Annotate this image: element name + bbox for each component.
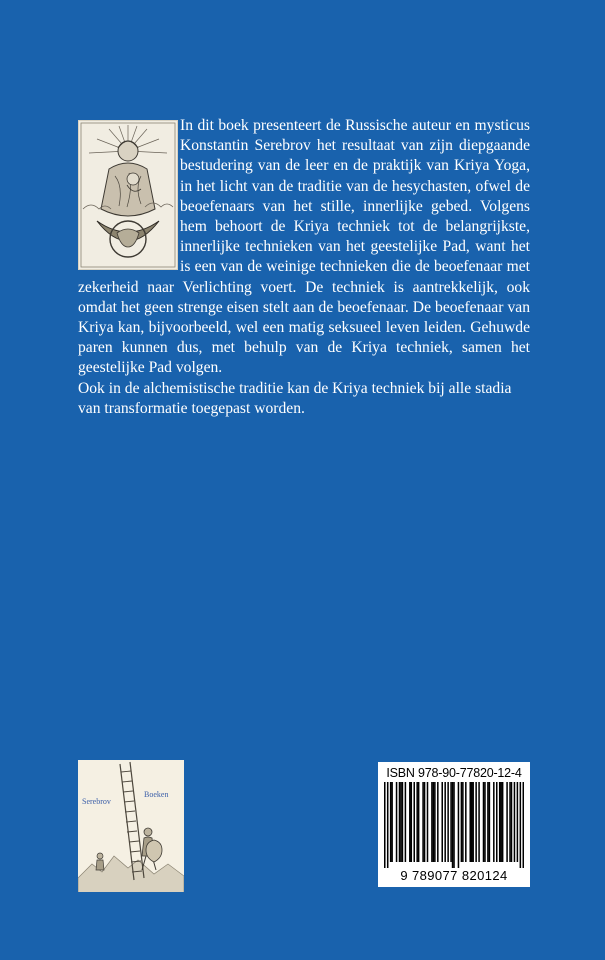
barcode-bar bbox=[427, 782, 429, 862]
barcode-bar bbox=[483, 782, 485, 862]
barcode-bar bbox=[478, 782, 480, 862]
barcode-bars bbox=[384, 782, 524, 868]
barcode-bar bbox=[489, 782, 491, 862]
barcode-bar bbox=[520, 782, 522, 868]
barcode-bar bbox=[469, 782, 471, 862]
barcode-digits: 9 789077 820124 bbox=[400, 868, 508, 883]
barcode-bar bbox=[402, 782, 404, 862]
barcode-bar bbox=[502, 782, 504, 862]
barcode-bar bbox=[450, 782, 452, 862]
barcode-bar bbox=[506, 782, 508, 862]
barcode-bar bbox=[418, 782, 420, 862]
barcode-bar bbox=[458, 782, 460, 868]
barcode-bar bbox=[400, 782, 402, 862]
barcode-bar bbox=[416, 782, 418, 862]
barcode-bar bbox=[441, 782, 443, 862]
barcode-bar bbox=[433, 782, 435, 862]
barcode-bar bbox=[409, 782, 411, 862]
blurb-paragraph-2: Ook in de alchemistische traditie kan de Kriya techniek bij alle stadia van transformatie toegepast worden. bbox=[78, 379, 512, 417]
barcode-bar bbox=[499, 782, 501, 862]
barcode-bar bbox=[493, 782, 495, 862]
barcode-bar bbox=[509, 782, 511, 862]
barcode-bar bbox=[511, 782, 513, 862]
barcode-bar bbox=[452, 782, 454, 868]
barcode-bar bbox=[422, 782, 424, 862]
publisher-logo-word-left: Serebrov bbox=[82, 797, 111, 806]
blurb-paragraph-1: In dit boek presenteert de Russische auteur en mysticus Konstantin Serebrov het resultaat van zijn diepgaande bestudering van de leer en de praktijk van Kriya Yoga, in het licht van de traditie van de hesychasten, ofwel de beoefenaars van het stille, innerlijke gebed. Volgens hem behoort de Kriya techniek tot de belangrijkste, innerlijke technieken van het geestelijke Pad, want het is een van de weinige technieken die de beoefenaar met zekerheid naar Verlichting voert. De techniek is aantrekkelijk, ook omdat het geen strenge eisen stelt aan de beoefenaar. De beoefenaar van Kriya kan, bijvoorbeeld, wel een matig seksueel leven leiden. Gehuwde paren kunnen dus, met behulp van de Kriya techniek, samen het geestelijke Pad volgen. bbox=[78, 117, 530, 377]
barcode-bar bbox=[487, 782, 489, 862]
barcode-bar bbox=[472, 782, 474, 862]
barcode-bar bbox=[517, 782, 519, 862]
barcode-bar bbox=[399, 782, 401, 862]
ladder-climber-illustration bbox=[78, 760, 184, 892]
barcode-bar bbox=[500, 782, 502, 862]
barcode-bar bbox=[475, 782, 477, 862]
barcode-bar bbox=[396, 782, 398, 862]
publisher-logo bbox=[78, 760, 184, 892]
barcode-bar bbox=[461, 782, 463, 862]
barcode-bar bbox=[431, 782, 433, 862]
barcode-bar bbox=[484, 782, 486, 862]
barcode-bar bbox=[514, 782, 516, 862]
barcode-bar bbox=[411, 782, 413, 862]
barcode-bar bbox=[496, 782, 498, 862]
isbn-barcode-box bbox=[378, 762, 530, 887]
barcode-bar bbox=[462, 782, 464, 862]
isbn-label: ISBN 978-90-77820-12-4 bbox=[386, 766, 522, 780]
barcode-bar bbox=[444, 782, 446, 862]
publisher-logo-word-right: Boeken bbox=[144, 790, 169, 799]
barcode-bar bbox=[447, 782, 449, 862]
barcode-bar bbox=[384, 782, 386, 868]
barcode-bar bbox=[387, 782, 389, 868]
barcode-bar bbox=[465, 782, 467, 862]
barcode-bar bbox=[434, 782, 436, 862]
barcode-bar bbox=[471, 782, 473, 862]
barcode-bar bbox=[391, 782, 393, 862]
barcode-bar bbox=[424, 782, 426, 862]
barcode-bar bbox=[413, 782, 415, 862]
barcode-bar bbox=[523, 782, 524, 868]
image-wrap-spacer bbox=[78, 116, 180, 268]
barcode-bar bbox=[390, 782, 392, 862]
back-cover-blurb bbox=[78, 116, 530, 419]
barcode-bar bbox=[405, 782, 407, 862]
barcode-bar bbox=[437, 782, 439, 862]
barcode-bar bbox=[453, 782, 455, 868]
